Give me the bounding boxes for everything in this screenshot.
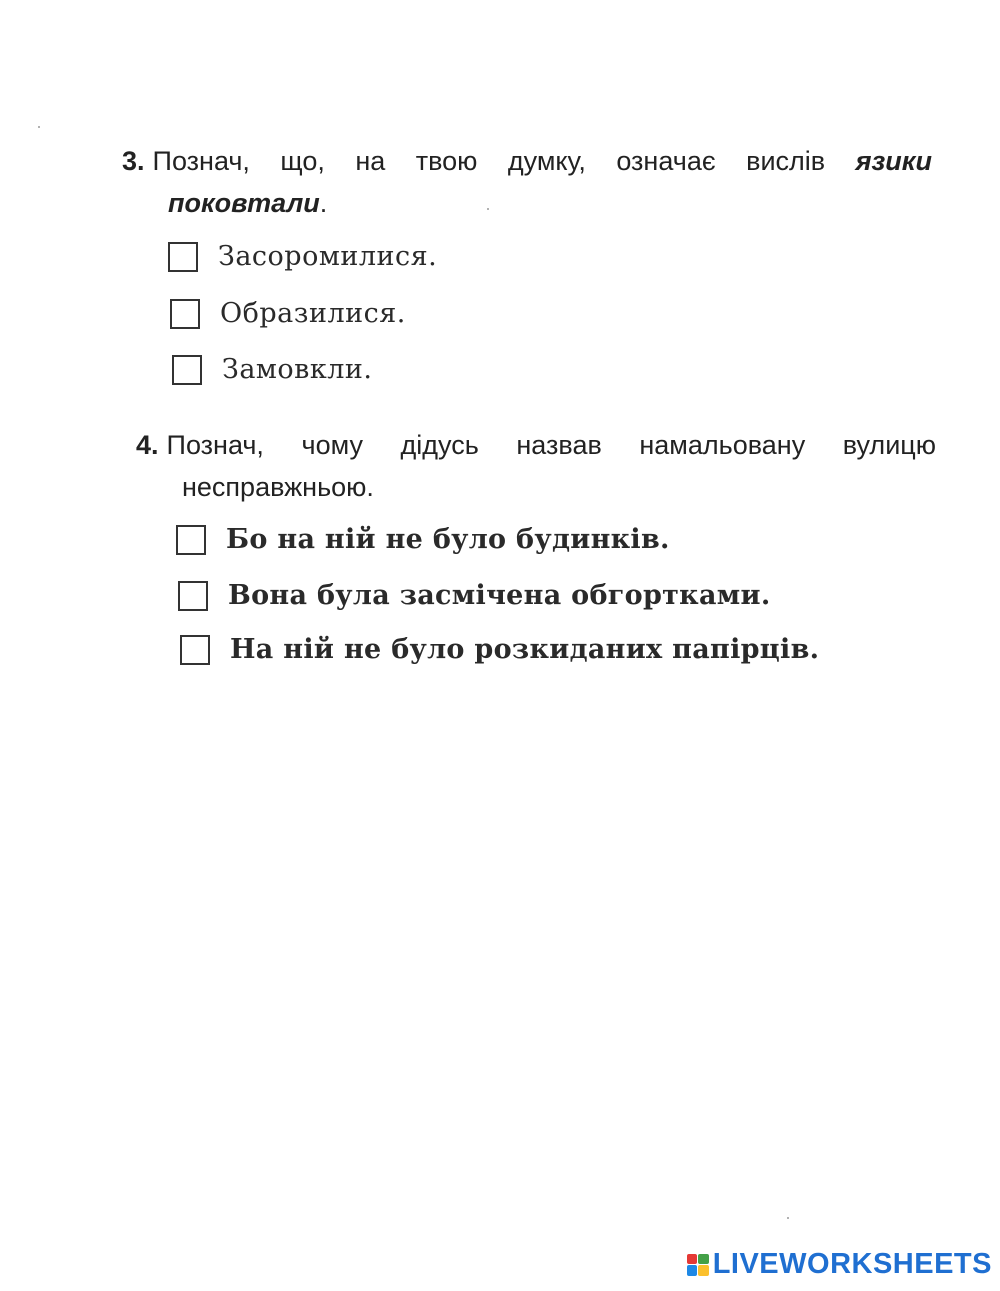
- option-label: На ній не було розкиданих папірців.: [230, 634, 820, 665]
- logo-square-red: [687, 1254, 698, 1265]
- checkbox[interactable]: [176, 525, 206, 555]
- question-4-option-1[interactable]: [176, 524, 670, 555]
- liveworksheets-watermark: [687, 1248, 992, 1281]
- question-3-line-1: [122, 140, 932, 182]
- question-4: [136, 424, 936, 508]
- scan-speck: [38, 126, 40, 128]
- scan-speck: [487, 208, 489, 210]
- question-3: [122, 140, 932, 224]
- question-3-line-2: [122, 182, 932, 224]
- checkbox[interactable]: [170, 299, 200, 329]
- option-label: Вона була засмічена обгортками.: [228, 580, 771, 611]
- question-3-emphasis-1: язики: [855, 146, 932, 176]
- checkbox[interactable]: [178, 581, 208, 611]
- question-3-end: .: [319, 188, 328, 218]
- logo-square-yellow: [698, 1265, 709, 1276]
- question-4-line-2: несправжньою.: [182, 472, 374, 502]
- question-4-number: 4.: [136, 430, 159, 460]
- checkbox[interactable]: [172, 355, 202, 385]
- question-3-option-1[interactable]: [168, 241, 437, 272]
- watermark-text: LIVEWORKSHEETS: [712, 1248, 992, 1280]
- logo-square-blue: [687, 1265, 698, 1276]
- checkbox[interactable]: [180, 635, 210, 665]
- question-3-option-2[interactable]: [170, 298, 406, 329]
- checkbox[interactable]: [168, 242, 198, 272]
- question-4-line-1: [136, 424, 936, 466]
- question-4-option-2[interactable]: [178, 580, 771, 611]
- question-3-option-3[interactable]: [172, 354, 372, 385]
- question-3-emphasis-2: поковтали: [168, 188, 320, 218]
- option-label: Замовкли.: [222, 354, 373, 385]
- option-label: Образилися.: [220, 298, 406, 329]
- scan-speck: [787, 1217, 789, 1219]
- question-3-number: 3.: [122, 146, 145, 176]
- liveworksheets-logo-icon: [687, 1254, 709, 1276]
- question-4-option-3[interactable]: [180, 634, 819, 665]
- option-label: Бо на ній не було будинків.: [226, 524, 670, 555]
- question-3-text: Познач, що, на твою думку, означає вислів: [152, 146, 826, 176]
- logo-square-green: [698, 1254, 709, 1265]
- question-4-text: Познач, чому дідусь назвав намальовану вулицю: [166, 430, 936, 460]
- option-label: Засоромилися.: [218, 241, 438, 272]
